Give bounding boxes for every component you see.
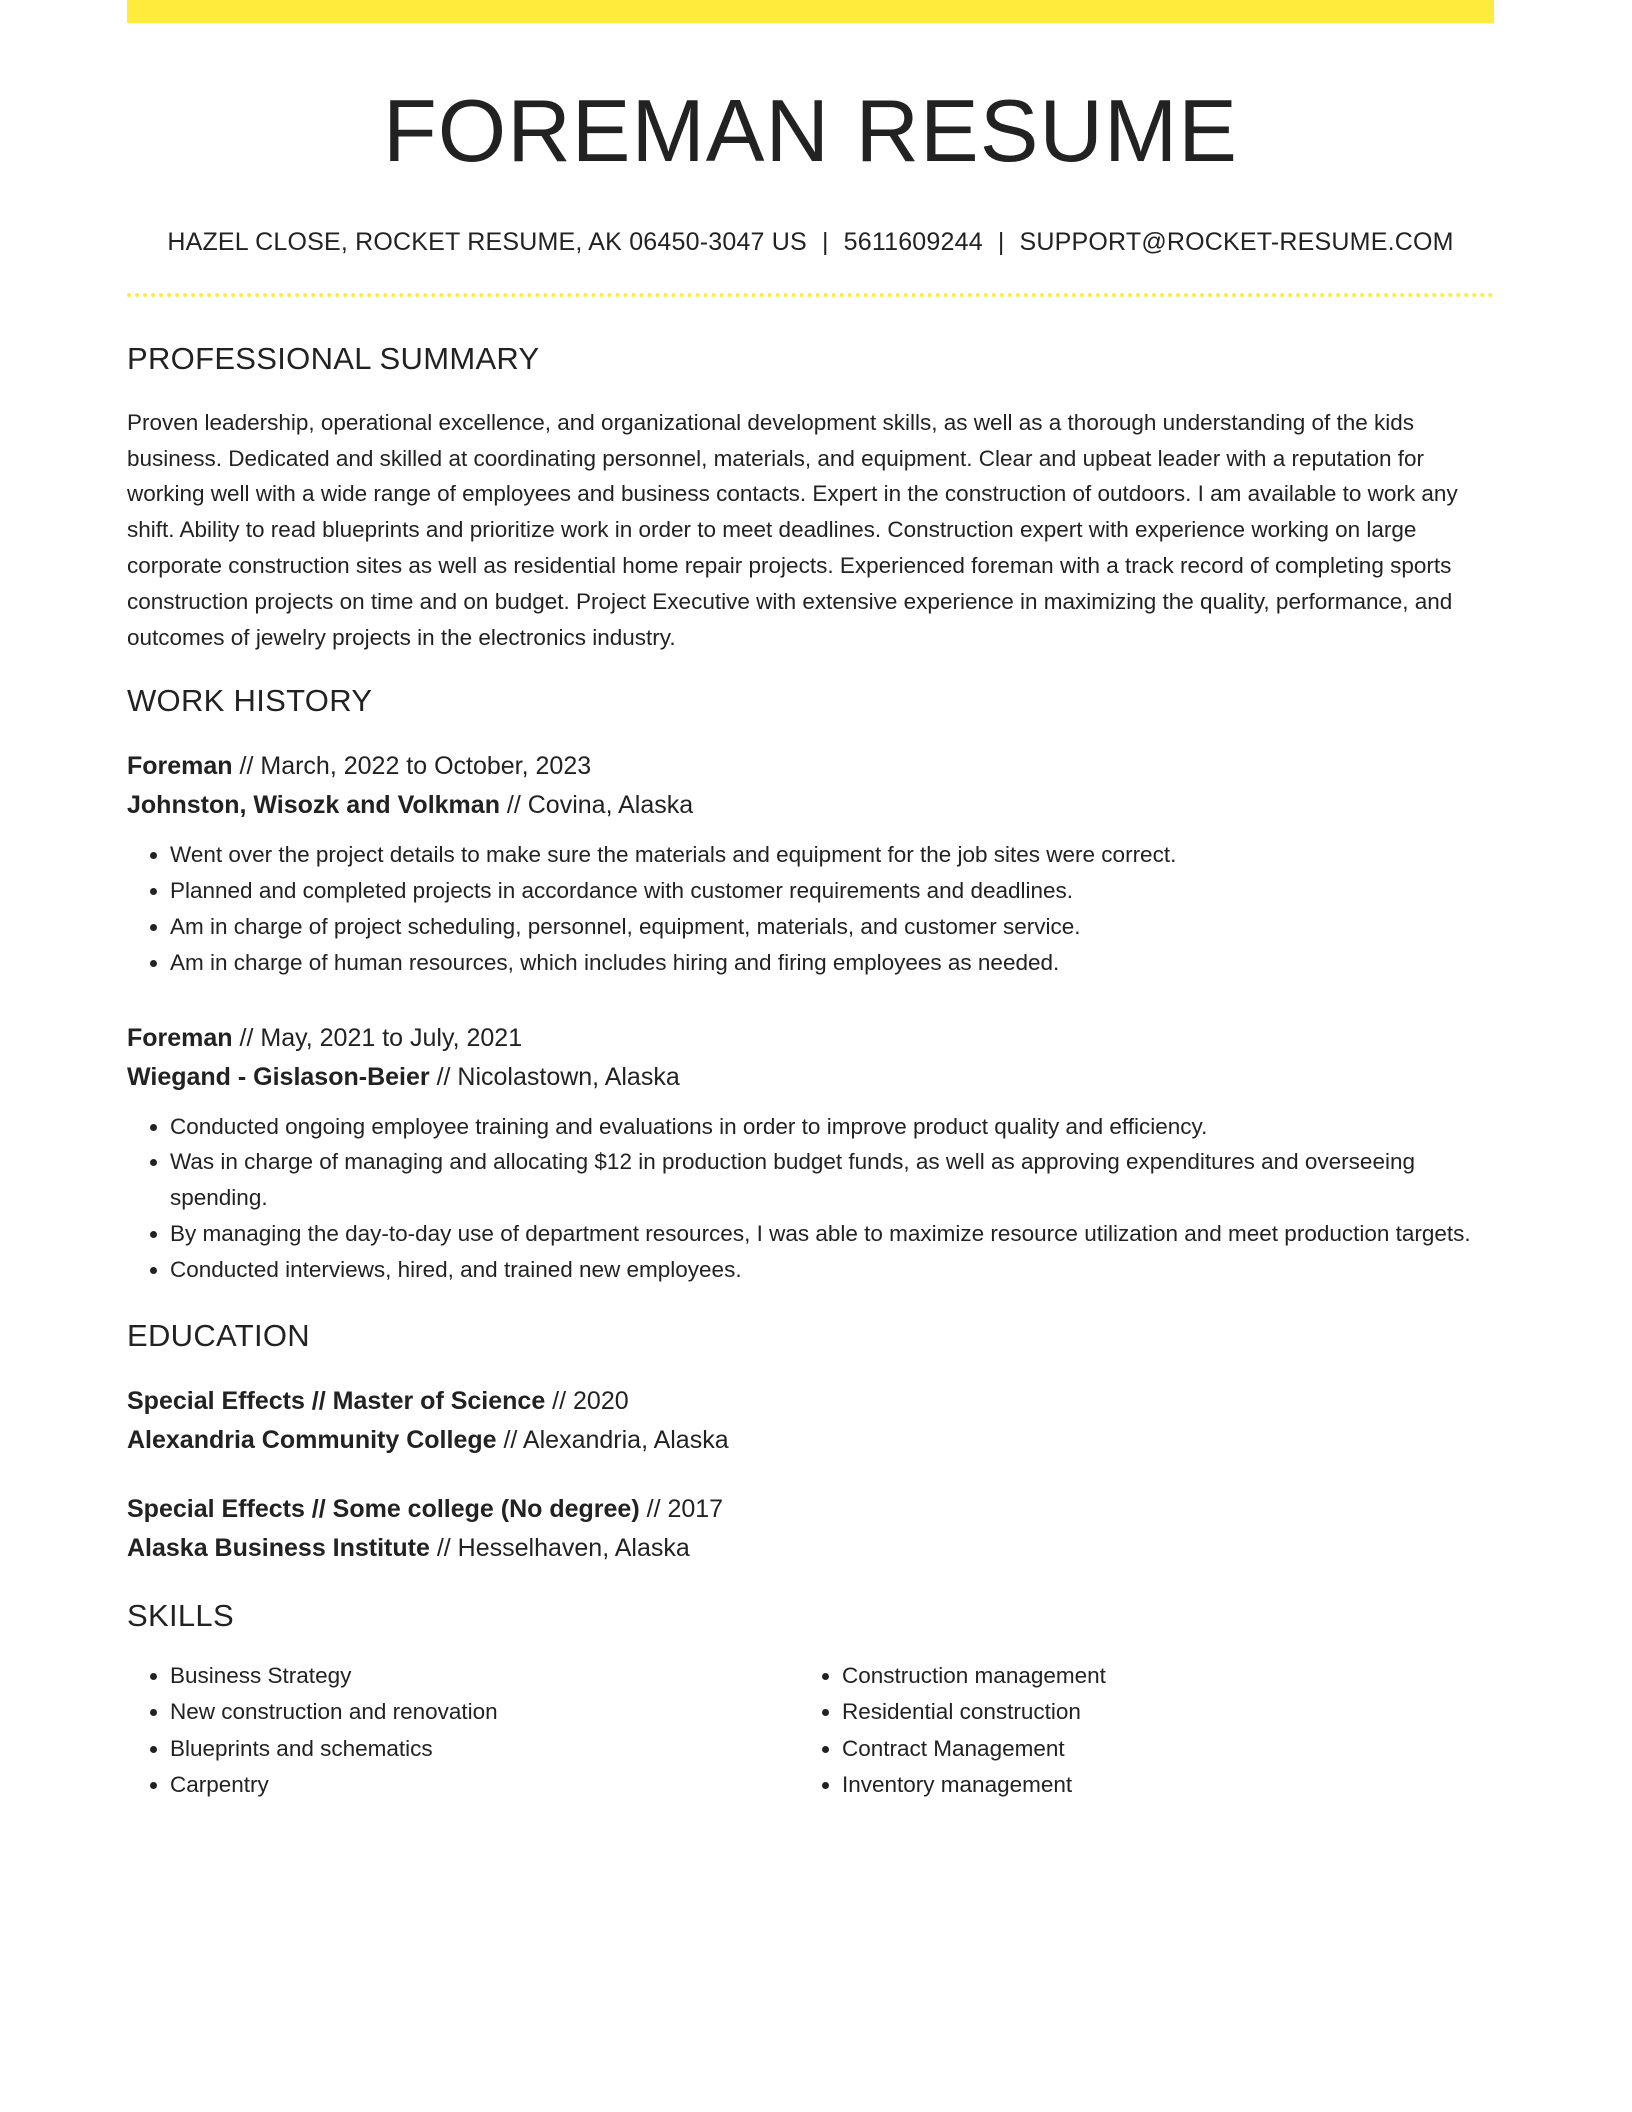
skill-item: • Residential construction bbox=[842, 1694, 1471, 1731]
skills-list bbox=[127, 1658, 799, 1804]
summary-section bbox=[127, 341, 1494, 656]
job-title: Foreman bbox=[127, 752, 233, 781]
job-location: // Nicolastown, Alaska bbox=[429, 1062, 680, 1091]
education-school-line bbox=[127, 1421, 1494, 1460]
skills-section bbox=[127, 1598, 1494, 1804]
contact-line bbox=[127, 228, 1494, 257]
job-entry bbox=[127, 747, 1494, 980]
education-degree-line bbox=[127, 1382, 1494, 1421]
contact-address: HAZEL CLOSE, ROCKET RESUME, AK 06450-3047 US bbox=[167, 227, 807, 256]
resume-title: FOREMAN RESUME bbox=[383, 81, 1238, 180]
contact-email[interactable]: SUPPORT@ROCKET-RESUME.COM bbox=[1019, 227, 1454, 256]
job-bullet: • Conducted ongoing employee training and evaluations in order to improve product quality and efficiency. bbox=[170, 1109, 1494, 1145]
skills-grid bbox=[127, 1658, 1494, 1804]
education-year: // 2020 bbox=[545, 1386, 629, 1415]
education-entry bbox=[127, 1490, 1494, 1568]
skills-column-left bbox=[127, 1658, 799, 1804]
job-bullet: • Planned and completed projects in accordance with customer requirements and deadlines. bbox=[170, 873, 1494, 909]
education-degree: Special Effects // Some college (No degree) bbox=[127, 1494, 640, 1523]
job-title: Foreman bbox=[127, 1023, 233, 1052]
education-location: // Hesselhaven, Alaska bbox=[429, 1533, 690, 1562]
skill-item: • Business Strategy bbox=[170, 1658, 799, 1695]
job-company-line bbox=[127, 786, 1494, 825]
education-degree-line bbox=[127, 1490, 1494, 1529]
resume-page bbox=[127, 0, 1494, 1804]
work-history-section bbox=[127, 683, 1494, 1287]
skill-item: • Construction management bbox=[842, 1658, 1471, 1695]
skill-item: • Inventory management bbox=[842, 1767, 1471, 1804]
job-bullet: • Conducted interviews, hired, and trained new employees. bbox=[170, 1252, 1494, 1288]
job-company: Wiegand - Gislason-Beier bbox=[127, 1062, 430, 1091]
skill-item: • Blueprints and schematics bbox=[170, 1731, 799, 1768]
education-location: // Alexandria, Alaska bbox=[496, 1425, 729, 1454]
summary-heading: PROFESSIONAL SUMMARY bbox=[127, 340, 540, 376]
contact-phone[interactable]: 5611609244 bbox=[843, 227, 983, 256]
summary-text: Proven leadership, operational excellence, and organizational development skills, as well as a thorough understanding of the kids business. Dedicated and skilled at coordinating personnel, materials, and equipment. Clear and upbeat leader with a reputation for working well with a wide range of employees and business contacts. Expert in the construction of outdoors. I am available to work any shift. Ability to read blueprints and prioritize work in order to meet deadlines. Construction expert with experience working on large corporate construction sites as well as residential home repair projects. Experienced foreman with a track record of completing sports construction projects on time and on budget. Project Executive with extensive experience in maximizing the quality, performance, and outcomes of jewelry projects in the electronics industry. bbox=[127, 409, 1458, 650]
education-school: Alaska Business Institute bbox=[127, 1533, 430, 1562]
work-history-heading: WORK HISTORY bbox=[127, 683, 373, 719]
education-year: // 2017 bbox=[639, 1494, 724, 1523]
job-bullet: • Am in charge of project scheduling, personnel, equipment, materials, and customer service. bbox=[170, 909, 1494, 945]
education-degree: Special Effects // Master of Science bbox=[127, 1386, 546, 1415]
job-company-line bbox=[127, 1058, 1494, 1097]
job-dates: // May, 2021 to July, 2021 bbox=[232, 1023, 523, 1052]
skills-list bbox=[799, 1658, 1471, 1804]
job-title-line bbox=[127, 1019, 1494, 1058]
education-section bbox=[127, 1318, 1494, 1568]
job-bullet: • Went over the project details to make sure the materials and equipment for the job sites were correct. bbox=[170, 837, 1494, 873]
dotted-divider bbox=[127, 293, 1494, 297]
skills-column-right bbox=[799, 1658, 1471, 1804]
skill-item: • Carpentry bbox=[170, 1767, 799, 1804]
job-bullet: • Was in charge of managing and allocating $12 in production budget funds, as well as approving expenditures and overseeing spending. bbox=[170, 1144, 1494, 1216]
education-heading: EDUCATION bbox=[127, 1317, 310, 1353]
education-school: Alexandria Community College bbox=[127, 1425, 497, 1454]
skill-item: • New construction and renovation bbox=[170, 1694, 799, 1731]
job-company: Johnston, Wisozk and Volkman bbox=[127, 791, 500, 820]
job-title-line bbox=[127, 747, 1494, 786]
job-entry bbox=[127, 1019, 1494, 1288]
job-bullet: • By managing the day-to-day use of department resources, I was able to maximize resource utilization and meet production targets. bbox=[170, 1216, 1494, 1252]
job-dates: // March, 2022 to October, 2023 bbox=[232, 752, 592, 781]
top-accent-bar bbox=[127, 0, 1494, 23]
job-bullets bbox=[127, 837, 1494, 980]
contact-separator: | bbox=[821, 227, 829, 256]
job-location: // Covina, Alaska bbox=[499, 791, 694, 820]
education-entry bbox=[127, 1382, 1494, 1460]
contact-separator: | bbox=[997, 227, 1005, 256]
job-bullet: • Am in charge of human resources, which includes hiring and firing employees as needed. bbox=[170, 945, 1494, 981]
education-school-line bbox=[127, 1529, 1494, 1568]
job-bullets bbox=[127, 1109, 1494, 1288]
skills-heading: SKILLS bbox=[127, 1597, 234, 1633]
skill-item: • Contract Management bbox=[842, 1731, 1471, 1768]
